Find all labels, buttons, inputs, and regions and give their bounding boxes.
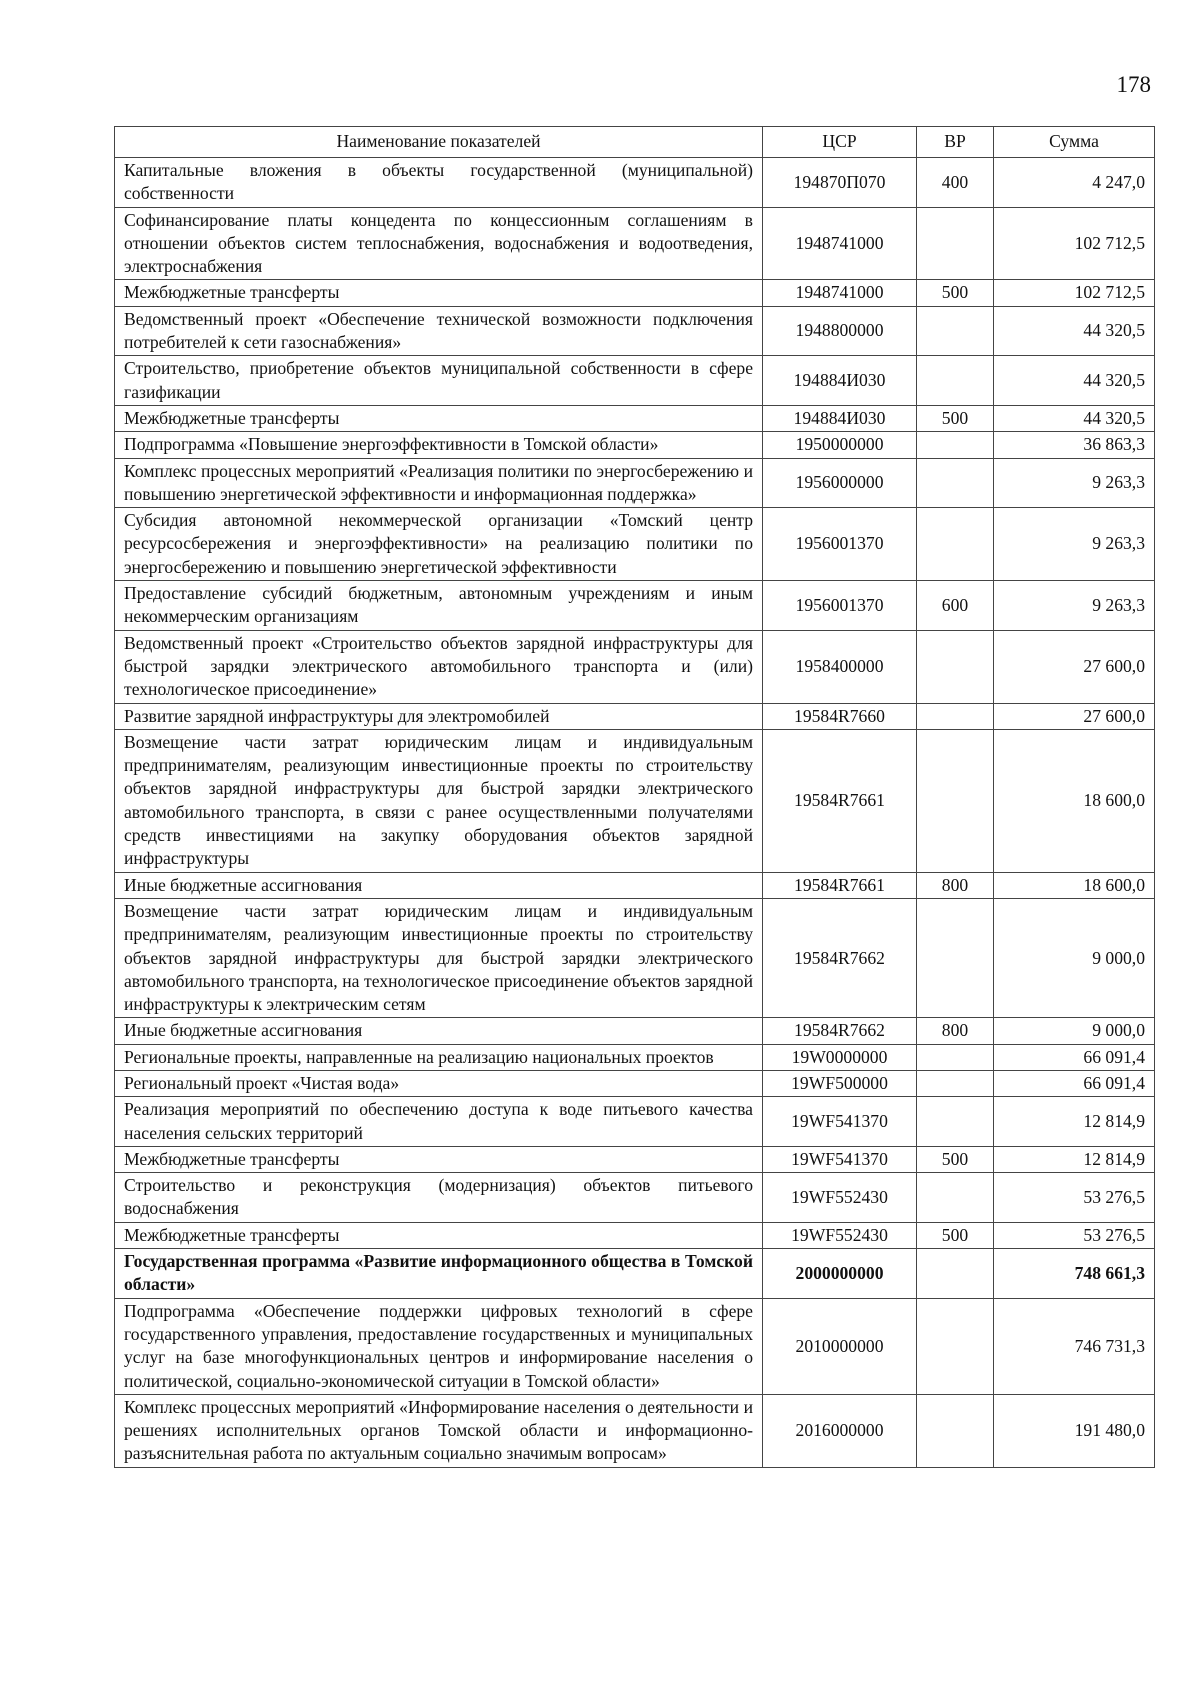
cell-vr bbox=[917, 898, 994, 1017]
cell-sum: 44 320,5 bbox=[994, 405, 1155, 431]
cell-name: Предоставление субсидий бюджетным, автономным учреждениям и иным некоммерческим организациям bbox=[115, 581, 763, 631]
cell-sum: 9 263,3 bbox=[994, 581, 1155, 631]
cell-csr: 19584R7661 bbox=[763, 729, 917, 872]
cell-vr bbox=[917, 1044, 994, 1070]
cell-vr bbox=[917, 1298, 994, 1394]
cell-name: Ведомственный проект «Строительство объектов зарядной инфраструктуры для быстрой зарядки электрического автомобильного транспорта и (или) технологическое присоединение» bbox=[115, 630, 763, 703]
cell-name: Региональные проекты, направленные на реализацию национальных проектов bbox=[115, 1044, 763, 1070]
cell-vr bbox=[917, 508, 994, 581]
cell-csr: 1948800000 bbox=[763, 306, 917, 356]
cell-sum: 53 276,5 bbox=[994, 1173, 1155, 1223]
cell-name: Софинансирование платы концедента по концессионным соглашениям в отношении объектов систем теплоснабжения, водоснабжения и водоотведения, электроснабжения bbox=[115, 207, 763, 280]
cell-csr: 2016000000 bbox=[763, 1394, 917, 1467]
cell-vr bbox=[917, 458, 994, 508]
cell-sum: 191 480,0 bbox=[994, 1394, 1155, 1467]
cell-csr: 19584R7662 bbox=[763, 1018, 917, 1044]
cell-name: Капитальные вложения в объекты государственной (муниципальной) собственности bbox=[115, 158, 763, 208]
table-row bbox=[115, 1097, 1155, 1147]
table-row bbox=[115, 1249, 1155, 1299]
cell-sum: 27 600,0 bbox=[994, 630, 1155, 703]
table-row bbox=[115, 508, 1155, 581]
cell-csr: 19W0000000 bbox=[763, 1044, 917, 1070]
cell-sum: 746 731,3 bbox=[994, 1298, 1155, 1394]
cell-csr: 19WF541370 bbox=[763, 1146, 917, 1172]
table-row bbox=[115, 158, 1155, 208]
cell-vr bbox=[917, 1173, 994, 1223]
table-row bbox=[115, 1222, 1155, 1248]
table-row bbox=[115, 1018, 1155, 1044]
table-row bbox=[115, 729, 1155, 872]
cell-csr: 1948741000 bbox=[763, 280, 917, 306]
table-header-row bbox=[115, 127, 1155, 158]
cell-csr: 19584R7662 bbox=[763, 898, 917, 1017]
cell-vr bbox=[917, 1097, 994, 1147]
table-row bbox=[115, 872, 1155, 898]
cell-vr: 500 bbox=[917, 1146, 994, 1172]
table-row bbox=[115, 432, 1155, 458]
cell-sum: 18 600,0 bbox=[994, 872, 1155, 898]
cell-sum: 18 600,0 bbox=[994, 729, 1155, 872]
table-row bbox=[115, 1044, 1155, 1070]
cell-sum: 102 712,5 bbox=[994, 280, 1155, 306]
cell-sum: 12 814,9 bbox=[994, 1146, 1155, 1172]
table-row bbox=[115, 630, 1155, 703]
table-row bbox=[115, 356, 1155, 406]
cell-csr: 1958400000 bbox=[763, 630, 917, 703]
cell-name: Ведомственный проект «Обеспечение технической возможности подключения потребителей к сети газоснабжения» bbox=[115, 306, 763, 356]
header-csr: ЦСР bbox=[763, 127, 917, 158]
header-vr: ВР bbox=[917, 127, 994, 158]
cell-sum: 9 000,0 bbox=[994, 898, 1155, 1017]
cell-sum: 53 276,5 bbox=[994, 1222, 1155, 1248]
cell-csr: 194884И030 bbox=[763, 356, 917, 406]
cell-csr: 194870П070 bbox=[763, 158, 917, 208]
cell-name: Строительство и реконструкция (модернизация) объектов питьевого водоснабжения bbox=[115, 1173, 763, 1223]
cell-vr: 800 bbox=[917, 1018, 994, 1044]
cell-name: Межбюджетные трансферты bbox=[115, 1222, 763, 1248]
cell-vr: 600 bbox=[917, 581, 994, 631]
table-row bbox=[115, 280, 1155, 306]
cell-csr: 19WF552430 bbox=[763, 1222, 917, 1248]
cell-vr bbox=[917, 703, 994, 729]
cell-name: Реализация мероприятий по обеспечению доступа к воде питьевого качества населения сельских территорий bbox=[115, 1097, 763, 1147]
cell-sum: 748 661,3 bbox=[994, 1249, 1155, 1299]
cell-sum: 12 814,9 bbox=[994, 1097, 1155, 1147]
cell-csr: 1956001370 bbox=[763, 581, 917, 631]
cell-csr: 19584R7660 bbox=[763, 703, 917, 729]
cell-sum: 66 091,4 bbox=[994, 1070, 1155, 1096]
cell-csr: 2000000000 bbox=[763, 1249, 917, 1299]
cell-sum: 66 091,4 bbox=[994, 1044, 1155, 1070]
cell-csr: 19584R7661 bbox=[763, 872, 917, 898]
table-row bbox=[115, 405, 1155, 431]
cell-vr bbox=[917, 1394, 994, 1467]
cell-name: Межбюджетные трансферты bbox=[115, 280, 763, 306]
cell-vr bbox=[917, 1249, 994, 1299]
cell-name: Подпрограмма «Обеспечение поддержки цифровых технологий в сфере государственного управления, предоставление государственных и муниципальных услуг на базе многофункциональных центров и информирование населения о политической, социально-экономической ситуации в Томской области» bbox=[115, 1298, 763, 1394]
cell-vr bbox=[917, 729, 994, 872]
table-row bbox=[115, 207, 1155, 280]
cell-vr: 400 bbox=[917, 158, 994, 208]
cell-csr: 1950000000 bbox=[763, 432, 917, 458]
cell-name: Региональный проект «Чистая вода» bbox=[115, 1070, 763, 1096]
cell-vr bbox=[917, 306, 994, 356]
cell-vr: 500 bbox=[917, 1222, 994, 1248]
cell-csr: 19WF552430 bbox=[763, 1173, 917, 1223]
cell-vr bbox=[917, 207, 994, 280]
cell-sum: 36 863,3 bbox=[994, 432, 1155, 458]
cell-csr: 194884И030 bbox=[763, 405, 917, 431]
cell-name: Иные бюджетные ассигнования bbox=[115, 1018, 763, 1044]
table-row bbox=[115, 1070, 1155, 1096]
cell-vr: 500 bbox=[917, 280, 994, 306]
cell-vr bbox=[917, 356, 994, 406]
header-sum: Сумма bbox=[994, 127, 1155, 158]
table-row bbox=[115, 458, 1155, 508]
cell-csr: 1956000000 bbox=[763, 458, 917, 508]
cell-sum: 9 263,3 bbox=[994, 508, 1155, 581]
cell-name: Возмещение части затрат юридическим лицам и индивидуальным предпринимателям, реализующим инвестиционные проекты по строительству объектов зарядной инфраструктуры для быстрой зарядки электрического автомобильного транспорта, на технологическое присоединение объектов зарядной инфраструктуры к электрическим сетям bbox=[115, 898, 763, 1017]
cell-csr: 1956001370 bbox=[763, 508, 917, 581]
table-body bbox=[115, 158, 1155, 1468]
cell-vr bbox=[917, 1070, 994, 1096]
header-name: Наименование показателей bbox=[115, 127, 763, 158]
cell-csr: 19WF500000 bbox=[763, 1070, 917, 1096]
cell-sum: 4 247,0 bbox=[994, 158, 1155, 208]
table-row bbox=[115, 581, 1155, 631]
cell-sum: 9 000,0 bbox=[994, 1018, 1155, 1044]
cell-sum: 44 320,5 bbox=[994, 356, 1155, 406]
cell-name: Межбюджетные трансферты bbox=[115, 405, 763, 431]
cell-vr: 500 bbox=[917, 405, 994, 431]
table-row bbox=[115, 1173, 1155, 1223]
page-number: 178 bbox=[1116, 72, 1151, 97]
table-row bbox=[115, 306, 1155, 356]
cell-name: Комплекс процессных мероприятий «Реализация политики по энергосбережению и повышению энергетической эффективности и информационная поддержка» bbox=[115, 458, 763, 508]
cell-csr: 19WF541370 bbox=[763, 1097, 917, 1147]
cell-vr bbox=[917, 432, 994, 458]
table-row bbox=[115, 1298, 1155, 1394]
table-row bbox=[115, 703, 1155, 729]
cell-csr: 2010000000 bbox=[763, 1298, 917, 1394]
cell-sum: 27 600,0 bbox=[994, 703, 1155, 729]
cell-name: Государственная программа «Развитие информационного общества в Томской области» bbox=[115, 1249, 763, 1299]
cell-csr: 1948741000 bbox=[763, 207, 917, 280]
cell-name: Развитие зарядной инфраструктуры для электромобилей bbox=[115, 703, 763, 729]
table-row bbox=[115, 1394, 1155, 1467]
cell-name: Межбюджетные трансферты bbox=[115, 1146, 763, 1172]
cell-name: Подпрограмма «Повышение энергоэффективности в Томской области» bbox=[115, 432, 763, 458]
cell-name: Иные бюджетные ассигнования bbox=[115, 872, 763, 898]
cell-name: Комплекс процессных мероприятий «Информирование населения о деятельности и решениях исполнительных органов Томской области и информационно-разъяснительная работа по актуальным социально значимым вопросам» bbox=[115, 1394, 763, 1467]
cell-name: Субсидия автономной некоммерческой организации «Томский центр ресурсосбережения и энергоэффективности» на реализацию политики по энергосбережению и повышению энергетической эффективности bbox=[115, 508, 763, 581]
cell-sum: 9 263,3 bbox=[994, 458, 1155, 508]
table-row bbox=[115, 898, 1155, 1017]
cell-vr bbox=[917, 630, 994, 703]
budget-table bbox=[114, 126, 1155, 1468]
cell-name: Строительство, приобретение объектов муниципальной собственности в сфере газификации bbox=[115, 356, 763, 406]
cell-sum: 44 320,5 bbox=[994, 306, 1155, 356]
table-row bbox=[115, 1146, 1155, 1172]
cell-vr: 800 bbox=[917, 872, 994, 898]
cell-name: Возмещение части затрат юридическим лицам и индивидуальным предпринимателям, реализующим инвестиционные проекты по строительству объектов зарядной инфраструктуры для быстрой зарядки электрического автомобильного транспорта, в связи с ранее осуществленными получателями средств инвестициями на закупку оборудования объектов зарядной инфраструктуры bbox=[115, 729, 763, 872]
cell-sum: 102 712,5 bbox=[994, 207, 1155, 280]
